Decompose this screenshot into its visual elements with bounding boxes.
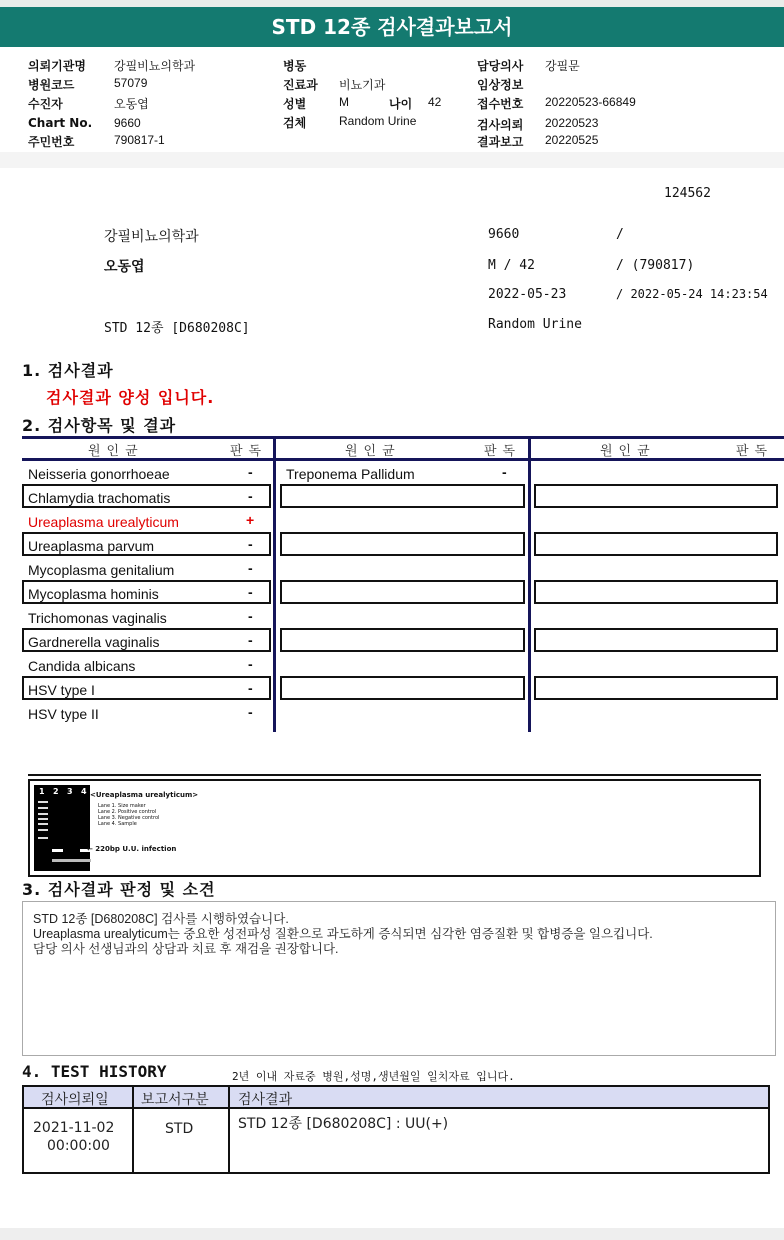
pathogen-name: Mycoplasma hominis — [28, 586, 159, 602]
sex-value: M — [339, 95, 349, 109]
section3-title: 3. 검사결과 판정 및 소견 — [22, 880, 216, 899]
row-frame — [280, 676, 525, 700]
card-number: 124562 — [664, 186, 711, 201]
row-frame — [280, 484, 525, 508]
table-top-rule — [22, 436, 784, 439]
hospital-code-label: 병원코드 — [28, 78, 75, 92]
clinical-label: 임상정보 — [477, 78, 524, 92]
patient-label: 수진자 — [28, 97, 63, 111]
reception-value: 20220523-66849 — [545, 95, 636, 109]
header-separator — [0, 152, 784, 168]
hospital-code-value: 57079 — [114, 76, 148, 90]
card-chart: 9660 — [488, 227, 520, 242]
pathogen-name: Chlamydia trachomatis — [28, 490, 171, 506]
pathogen-result: - — [248, 608, 253, 624]
pathogen-result: - — [248, 584, 253, 600]
pathogen-name: HSV type I — [28, 682, 95, 698]
resident-no-label: 주민번호 — [28, 135, 75, 149]
row-frame — [280, 532, 525, 556]
card-patient-name: 오동엽 — [104, 259, 145, 275]
ladder-band — [38, 818, 48, 820]
patient-value: 오동엽 — [114, 97, 149, 111]
section4-title: 4. TEST HISTORY — [22, 1062, 167, 1081]
pathogen-name-positive: Ureaplasma urealyticum — [28, 514, 179, 530]
col-judgment-header: 판독 — [230, 444, 268, 459]
positive-result-message: 검사결과 양성 입니다. — [46, 388, 215, 407]
col-pathogen-header: 원인균 — [88, 444, 144, 459]
pathogen-name: HSV type II — [28, 706, 99, 722]
gel-note: Lane 3. Negative control — [98, 815, 160, 821]
pathogen-result: - — [248, 488, 253, 504]
findings-line: Ureaplasma urealyticum는 중요한 성전파성 질환으로 과도하게 증식되면 심각한 염증질환 및 합병증을 일으킵니다. — [33, 927, 653, 941]
pathogen-result: - — [248, 632, 253, 648]
history-date: 2021-11-02 — [33, 1120, 115, 1136]
top-strip — [0, 0, 784, 7]
pathogen-result: - — [248, 536, 253, 552]
row-frame — [280, 628, 525, 652]
findings-line: STD 12종 [D680208C] 검사를 시행하였습니다. — [33, 912, 289, 926]
age-label: 나이 — [389, 97, 413, 111]
col-judgment-header: 판독 — [484, 444, 522, 459]
department-label: 진료과 — [283, 78, 318, 92]
section1-title: 1. 검사결과 — [22, 361, 114, 380]
gel-note: Lane 4. Sample — [98, 821, 137, 827]
column-divider — [528, 436, 531, 732]
pathogen-result: - — [248, 560, 253, 576]
pathogen-name: Candida albicans — [28, 658, 136, 674]
pathogen-name: Ureaplasma parvum — [28, 538, 155, 554]
ladder-band — [38, 801, 48, 803]
card-dob: / (790817) — [616, 258, 695, 273]
pathogen-result-positive: + — [246, 512, 255, 528]
age-value: 42 — [428, 95, 442, 109]
report-date-value: 20220525 — [545, 133, 599, 147]
gel-electrophoresis-image — [34, 785, 90, 871]
findings-box — [22, 901, 776, 1056]
row-frame — [534, 676, 778, 700]
lane-number: 2 — [53, 787, 59, 796]
history-column-divider — [228, 1087, 230, 1172]
pathogen-name: Treponema Pallidum — [286, 466, 415, 482]
pathogen-name: Neisseria gonorrhoeae — [28, 466, 170, 482]
lane-number: 3 — [67, 787, 73, 796]
ladder-band — [38, 807, 48, 809]
footer-strip — [0, 1228, 784, 1240]
specimen-label: 검체 — [283, 116, 307, 130]
pathogen-name: Gardnerella vaginalis — [28, 634, 160, 650]
history-header-date: 검사의뢰일 — [41, 1092, 109, 1108]
col-pathogen-header: 원인균 — [345, 444, 401, 459]
row-frame — [534, 580, 778, 604]
history-header-result: 검사결과 — [238, 1092, 293, 1108]
lane-number: 4 — [81, 787, 87, 796]
ladder-band — [38, 813, 48, 815]
reception-label: 접수번호 — [477, 97, 524, 111]
gel-top-rule — [28, 774, 761, 776]
pathogen-result: - — [502, 464, 507, 480]
card-request-date: 2022-05-23 — [488, 287, 567, 302]
ladder-band — [38, 837, 48, 839]
positive-control-band — [52, 849, 63, 852]
results-table — [22, 436, 784, 732]
history-column-divider — [132, 1087, 134, 1172]
chart-no-value: 9660 — [114, 116, 141, 130]
gel-note: Lane 1. Size maker — [98, 803, 146, 809]
column-divider — [273, 436, 276, 732]
specimen-value: Random Urine — [339, 114, 417, 128]
sex-label: 성별 — [283, 97, 307, 111]
card-sex-age: M / 42 — [488, 258, 535, 273]
doctor-value: 강필문 — [545, 59, 580, 73]
lane-number: 1 — [39, 787, 45, 796]
pathogen-result: - — [248, 680, 253, 696]
row-frame — [534, 484, 778, 508]
request-value: 20220523 — [545, 116, 599, 130]
card-slash: / — [616, 227, 624, 242]
request-label: 검사의뢰 — [477, 118, 524, 132]
history-type: STD — [165, 1121, 194, 1137]
ward-label: 병동 — [283, 59, 307, 73]
institution-value: 강필비뇨의학과 — [114, 59, 196, 73]
report-title: STD 12종 검사결과보고서 — [0, 7, 784, 47]
pathogen-result: - — [248, 704, 253, 720]
chart-no-label: Chart No. — [28, 116, 93, 130]
report-date-label: 결과보고 — [477, 135, 524, 149]
history-header-row — [24, 1087, 768, 1109]
card-institution: 강필비뇨의학과 — [104, 229, 199, 245]
card-report-datetime: / 2022-05-24 14:23:54 — [616, 287, 768, 301]
row-frame — [280, 580, 525, 604]
primer-band — [52, 859, 91, 862]
history-result: STD 12종 [D680208C] : UU(+) — [238, 1116, 449, 1132]
institution-label: 의뢰기관명 — [28, 59, 86, 73]
ladder-band — [38, 829, 48, 831]
col-judgment-header: 판독 — [736, 444, 774, 459]
col-pathogen-header: 원인균 — [600, 444, 656, 459]
history-time: 00:00:00 — [47, 1138, 110, 1154]
findings-line: 담당 의사 선생님과의 상담과 치료 후 재검을 권장합니다. — [33, 942, 339, 956]
gel-band-label: ← 220bp U.U. infection — [87, 845, 177, 853]
gel-image-panel — [28, 779, 761, 877]
ladder-band — [38, 823, 48, 825]
department-value: 비뇨기과 — [339, 78, 386, 92]
pathogen-result: - — [248, 464, 253, 480]
section2-title: 2. 검사항목 및 결과 — [22, 416, 177, 435]
history-header-type: 보고서구분 — [141, 1092, 209, 1108]
row-frame — [534, 532, 778, 556]
resident-no-value: 790817-1 — [114, 133, 165, 147]
pathogen-name: Trichomonas vaginalis — [28, 610, 167, 626]
row-frame — [534, 628, 778, 652]
gel-note: Lane 2. Positive control — [98, 809, 157, 815]
pathogen-result: - — [248, 656, 253, 672]
doctor-label: 담당의사 — [477, 59, 524, 73]
gel-title: <Ureaplasma urealyticum> — [90, 791, 199, 799]
history-table — [22, 1085, 770, 1174]
pathogen-name: Mycoplasma genitalium — [28, 562, 175, 578]
card-test-name: STD 12종 [D680208C] — [104, 321, 250, 336]
history-note: 2년 이내 자료중 병원,성명,생년월일 일치자료 입니다. — [232, 1070, 515, 1083]
card-specimen: Random Urine — [488, 317, 582, 332]
